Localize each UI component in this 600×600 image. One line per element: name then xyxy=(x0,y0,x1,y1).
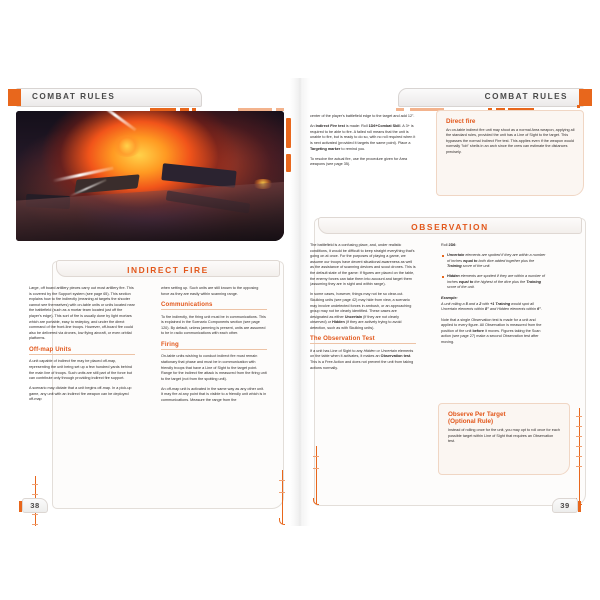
roll-label: Roll 2D6: xyxy=(441,243,457,247)
callout-direct-fire xyxy=(436,110,584,196)
paragraph: Large, off board artillery pieces carry out most artillery fire. This is covered by the Support system (see page 65). This section explains how to fire indirectly (meaning at targets the shooter cannot see themselves) with on-table units or units located near the battlefield (such as a mortar team located just off the player's edge). This sort of fire is usually done by light mortars which are portable, easy to redeploy, and under the direct command of the front-line troops. However, off-board fire could also be delivered via drones, low flying aircraft, or even orbital platforms. xyxy=(29,286,135,341)
paragraph: The battlefield is a confusing place, and, under realistic conditions, it would be difficult to keep straight everything that's going on at once. For the purposes of playing a game, we assume our troops have decent situational awareness as well as the assistance of scanning devices and scout drones. This is the default state of the game: If figures are placed on the table, the enemy forces can take them into account and target them (assuming they are in sight and within range). xyxy=(310,243,416,287)
paragraph-note: Note that a single Observation test is made for a unit and applied to every figure. All Observation is measured from the position of the unit before it moves. Figures taking the Scan action (see page 27) make a second Observation test after moving. xyxy=(441,317,542,344)
art-accent-nub xyxy=(286,154,291,172)
page-number-left: 38 xyxy=(22,498,48,513)
paragraph: A scenario may dictate that a unit begins off-map. In a pick-up game, any unit with an indirect fire weapon can be deployed off-map xyxy=(29,386,132,402)
decorative-rail-right xyxy=(576,408,583,504)
paragraph: An off-map unit is activated in the same way as any other unit. It may fire at any point that is visible to a friendly unit which is in communications. Measure the range from the xyxy=(161,386,267,403)
header-title-right: COMBAT RULES xyxy=(484,92,568,101)
decorative-rail-left xyxy=(313,446,320,504)
running-header-right xyxy=(398,88,594,107)
header-orange-tab-icon xyxy=(8,89,21,106)
section-banner-observation xyxy=(318,217,582,234)
art-explosion xyxy=(112,135,142,157)
list-item-uncertain: Uncertain elements are spotted if they are within a number of inches equal to both dice added together plus the Training score of the unit. xyxy=(447,253,546,269)
callout-corner-dot-icon xyxy=(577,105,580,108)
art-accent-nub xyxy=(286,118,291,148)
callout-observe-per-target xyxy=(438,403,570,475)
example-label: Example: xyxy=(441,295,458,300)
spotting-rules-list xyxy=(441,253,547,291)
right-page-top-column xyxy=(310,114,416,168)
paragraph: center of the player's battlefield edge to the target and add 12". xyxy=(310,114,415,118)
subheading-observation-test: The Observation Test xyxy=(310,336,416,344)
header-orange-tab-icon xyxy=(579,89,592,106)
paragraph: when setting up. Such units are still known to the opposing force as they are easily within scanning range. xyxy=(161,286,259,296)
callout-body: An on-table indirect fire unit may shoot as a normal Area weapon, applying all the standard rules, provided the unit has a Line of Sight to the target. This bypasses the normal Indirect Fire test. This applies even if the weapon would normally "lob" shells in an arch since the crew can estimate the distances precisely. xyxy=(446,127,575,154)
observation-column-2 xyxy=(441,243,547,345)
battle-artwork xyxy=(16,111,284,241)
section-banner-indirect-fire xyxy=(56,260,280,277)
page-left xyxy=(0,78,300,526)
section-title-observation: OBSERVATION xyxy=(411,222,489,232)
callout-title-direct-fire: Direct fire xyxy=(446,118,476,125)
left-page-column-1 xyxy=(29,286,135,403)
section-title-indirect-fire: INDIRECT FIRE xyxy=(127,265,209,275)
callout-title-observe-per-target: Observe Per Target (Optional Rule) xyxy=(448,411,506,426)
decorative-rail-right xyxy=(279,470,286,524)
paragraph-uncertain-hidden: In some cases, however, things may not be so clear-cut. Skulking units (see page 42) may hide from view, a scenario may involve undetected forces in ambush, or an approaching group may not be clearly identified. These cases are designated as either Uncertain (if they are not clearly observed) or Hidden (if they are actively trying to avoid detection, such as with Skulking units). xyxy=(310,292,412,330)
paragraph: On-table units wishing to conduct indirect fire must remain stationary that phase and must be in communication with friendly troops that have a Line of Sight to the target point. Range for the indirect fire attack is measured from the firing unit to the target (not from the spotting unit). xyxy=(161,354,267,381)
callout-body: Instead of rolling once for the unit, you may opt to roll once for each possible target within Line of Sight that requires an Observation test. xyxy=(448,428,560,444)
subheading-communications: Communications xyxy=(161,302,267,310)
observation-column-1 xyxy=(310,243,416,371)
list-item-hidden: Hidden elements are spotted if they are within a number of inches equal to the highest of the dice plus the Training score of the unit. xyxy=(447,274,547,291)
example-text: A unit rolling a 5 and a 2 with +1 Training would spot all Uncertain elements within 8" and Hidden elements within 6". xyxy=(441,301,542,312)
running-header-left xyxy=(6,88,202,107)
paragraph: To fire indirectly, the firing unit must be in communications. This is explained in the Scenario Components section (see page 120). By default, unless jamming is present, units are assumed to be in radio communications with each other. xyxy=(161,314,266,336)
paragraph-observation-test: If a unit has Line of Sight to any Hidden or Uncertain elements on the table when it activates, it makes an Observation test. This is a Free Action and does not prevent the unit from taking actions normally. xyxy=(310,348,414,370)
subheading-firing: Firing xyxy=(161,342,267,350)
page-right xyxy=(300,78,600,526)
left-page-column-2 xyxy=(161,286,267,404)
paragraph: To resolve the actual fire, use the procedure given for Area weapons (see page 35). xyxy=(310,156,408,167)
paragraph-indirect-fire-test: An Indirect Fire test is made: Roll 1D6+Combat Skill. A 3+ is required to be able to fire. A failed roll means that the unit is unable to fire, but is ready to do so, with no roll required when it is next activated (provided it targets the same point). Place a Targeting marker to remind you. xyxy=(310,124,416,151)
subheading-off-map-units: Off-map Units xyxy=(29,347,135,355)
page-number-right: 39 xyxy=(552,498,578,513)
header-title-left: COMBAT RULES xyxy=(32,92,116,101)
paragraph: A unit capable of indirect fire may be placed off-map, representing the unit being set up a few hundred yards behind the main line of troops. Such units are still part of the force but can contribute only through providing indirect fire support. xyxy=(29,359,132,381)
